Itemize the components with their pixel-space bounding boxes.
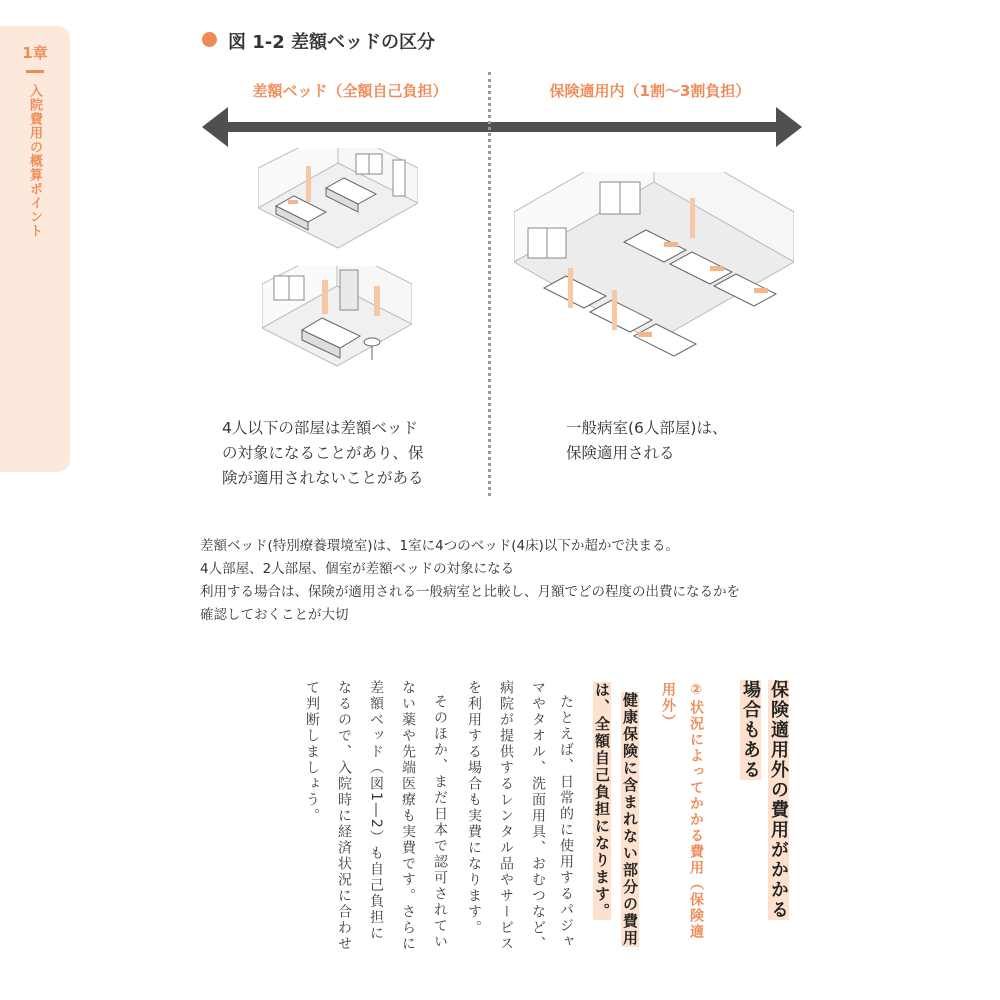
subheading-line: ②状況によってかかる費用（保険適 bbox=[688, 682, 704, 940]
chapter-number: 1章 bbox=[22, 44, 48, 62]
emphasis-text: は、全額自己負担になります。 bbox=[593, 682, 611, 920]
note-line: 差額ベッド(特別療養環境室)は、1室に4つのベッド(4床)以下か超かで決まる。 bbox=[200, 538, 679, 554]
figure-title: 図 1-2 差額ベッドの区分 bbox=[228, 32, 436, 53]
body-line: て判断しましょう。 bbox=[304, 680, 320, 824]
right-caption bbox=[566, 416, 776, 466]
left-caption bbox=[222, 416, 462, 491]
note-line: 利用する場合は、保険が適用される一般病室と比較し、月額でどの程度の出費になるかを bbox=[200, 584, 740, 600]
body-line: を利用する場合も実費になります。 bbox=[466, 680, 482, 936]
right-category-label: 保険適用内（1割〜3割負担） bbox=[549, 82, 751, 100]
section-heading-text: 保険適用外の費用がかかる bbox=[768, 680, 789, 920]
emphasis-line bbox=[590, 682, 614, 920]
left-caption-line: 4人以下の部屋は差額ベッド bbox=[222, 419, 418, 437]
emphasis-line bbox=[618, 692, 642, 947]
body-line: 差額ベッド（図1―2）も自己負担に bbox=[368, 680, 384, 942]
left-caption-line: 険が適用されないことがある bbox=[222, 469, 424, 487]
section-heading-text: 場合もある bbox=[740, 680, 761, 780]
body-line: ない薬や先端医療も実費です。さらに bbox=[400, 680, 416, 952]
chapter-rule bbox=[26, 70, 44, 73]
emphasis-text: 健康保険に含まれない部分の費用 bbox=[621, 692, 639, 947]
body-line: そのほか、まだ日本で認可されてい bbox=[432, 694, 448, 950]
section-heading-line bbox=[764, 680, 792, 920]
section-heading-line bbox=[736, 680, 764, 780]
figure-divider bbox=[488, 72, 491, 496]
ward-room-illustration bbox=[514, 172, 794, 372]
left-caption-line: の対象になることがあり、保 bbox=[222, 444, 424, 462]
body-line: 病院が提供するレンタル品やサービス bbox=[498, 680, 514, 952]
figure-bullet-icon bbox=[202, 32, 217, 47]
body-line: マやタオル、洗面用具、おむつなど、 bbox=[530, 680, 546, 952]
subheading-line: 用外） bbox=[660, 682, 676, 730]
double-room-illustration bbox=[258, 148, 418, 258]
right-caption-line: 保険適用される bbox=[566, 444, 675, 462]
private-room-illustration bbox=[262, 266, 412, 376]
body-line: なるので、入院時に経済状況に合わせ bbox=[336, 680, 352, 952]
body-line: たとえば、日常的に使用するパジャ bbox=[558, 694, 574, 950]
chapter-title: 入院費用の概算ポイント bbox=[27, 84, 42, 238]
left-category-label: 差額ベッド（全額自己負担） bbox=[252, 82, 448, 100]
note-line: 4人部屋、2人部屋、個室が差額ベッドの対象になる bbox=[200, 561, 515, 577]
note-line: 確認しておくことが大切 bbox=[200, 607, 349, 623]
double-arrow-icon bbox=[202, 105, 802, 149]
right-caption-line: 一般病室(6人部屋)は、 bbox=[566, 419, 728, 437]
